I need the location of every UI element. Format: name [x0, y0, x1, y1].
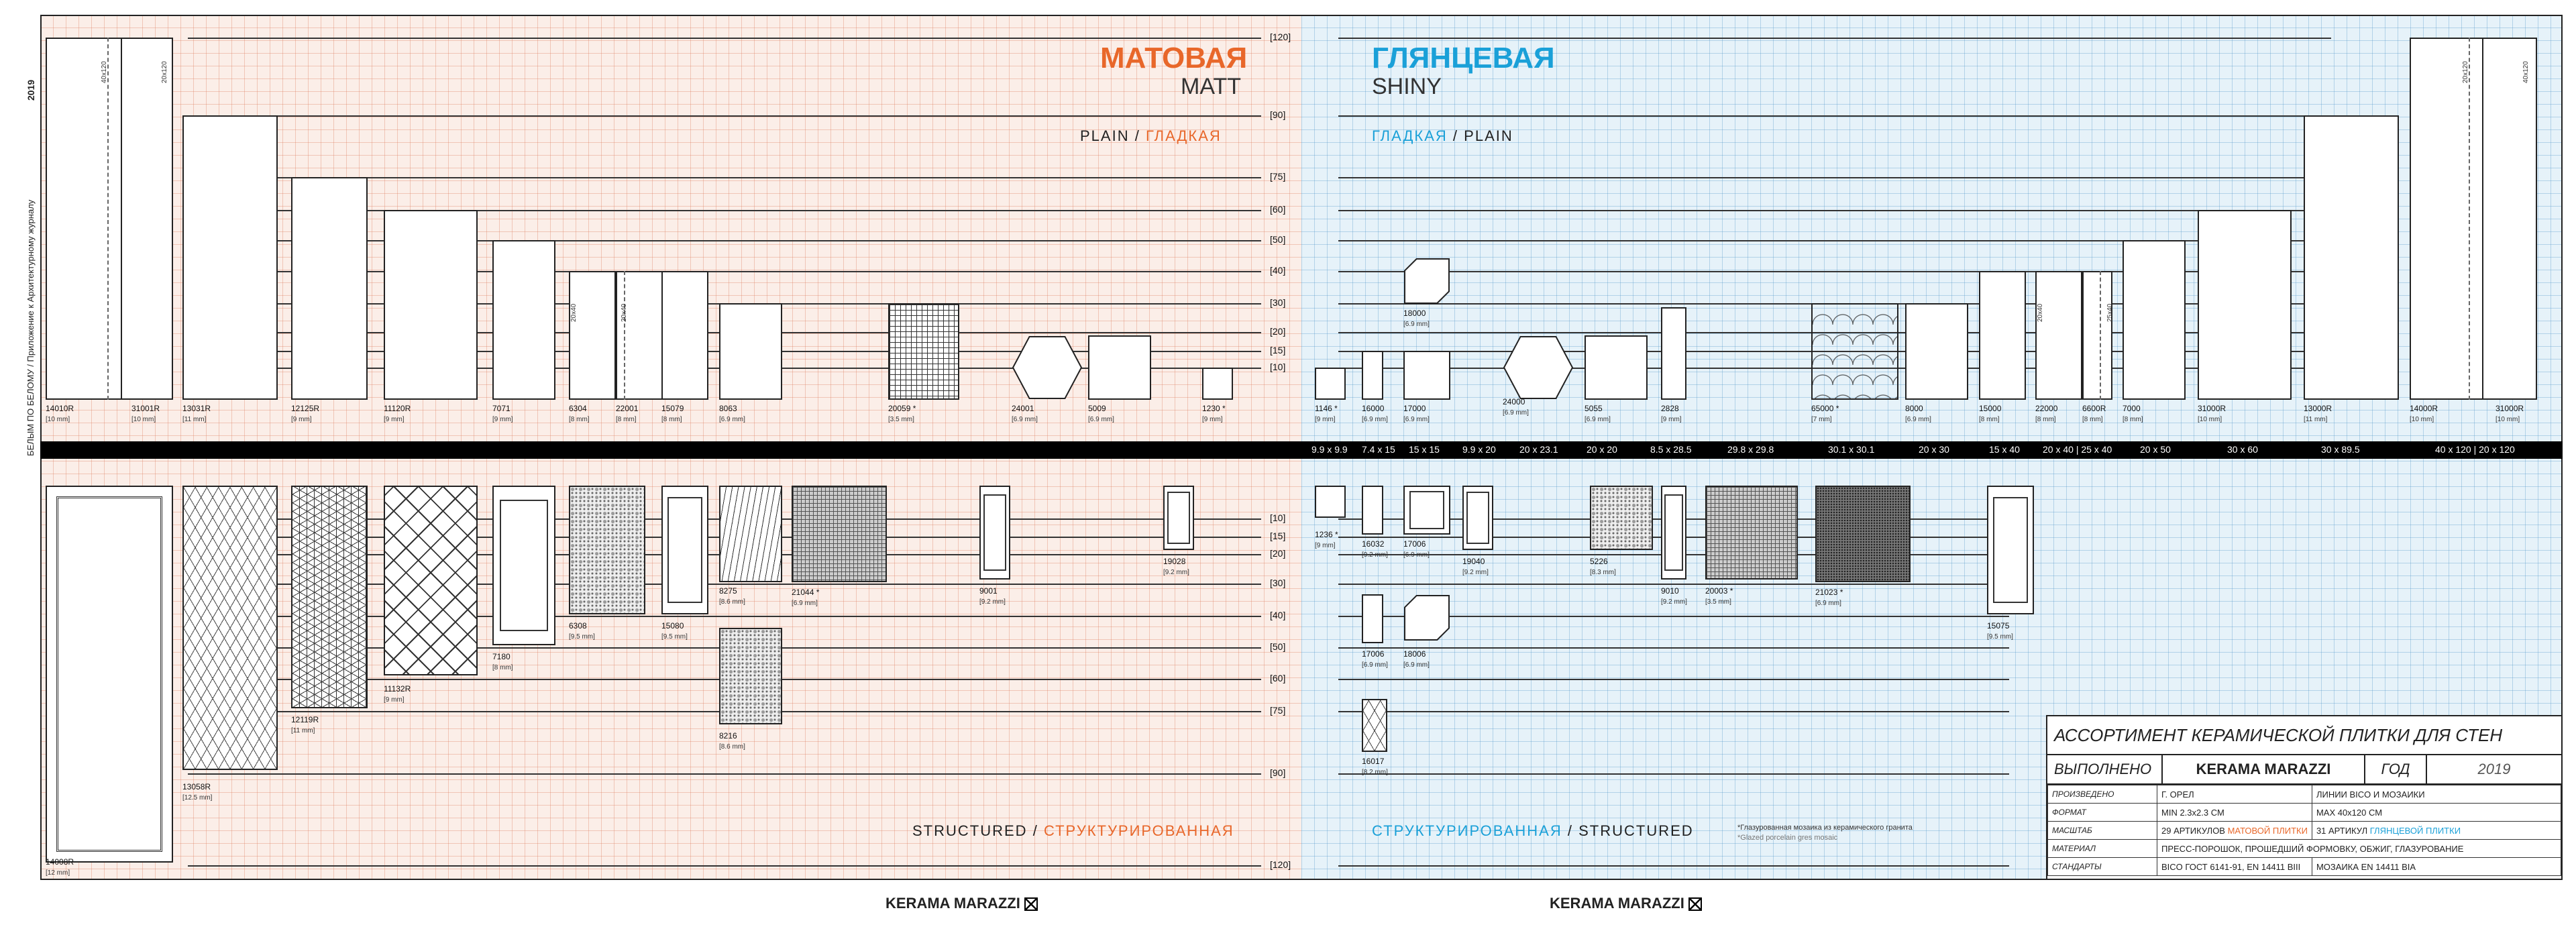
- level-label: [20]: [1270, 326, 1286, 337]
- tile-thickness: [9 mm]: [291, 416, 312, 423]
- shiny-title-en: SHINY: [1372, 74, 1442, 99]
- tile: [1403, 594, 1450, 641]
- size-label: 15 x 40: [1989, 444, 2020, 455]
- tile: [384, 210, 478, 400]
- tile-code: 5055: [1585, 404, 1603, 413]
- tile: [2482, 38, 2537, 400]
- tile-thickness: [6.9 mm]: [1362, 661, 1388, 669]
- tile-code: 16017: [1362, 757, 1385, 766]
- size-label: 30.1 x 30.1: [1828, 444, 1875, 455]
- size-label: 8.5 x 28.5: [1650, 444, 1692, 455]
- tile-thickness: [3.5 mm]: [1705, 598, 1731, 606]
- tile-code: 31000R: [2198, 404, 2226, 413]
- tile-thickness: [9 mm]: [1315, 542, 1336, 549]
- level-label: [30]: [1270, 578, 1286, 588]
- size-label: 30 x 60: [2227, 444, 2258, 455]
- tile: [1811, 303, 1898, 400]
- tile-code: 17006: [1403, 539, 1426, 549]
- tile: [1088, 335, 1151, 400]
- spec-row: ФОРМАТ MIN 2.3x2.3 СМ MAX 40x120 СМ: [2048, 804, 2561, 822]
- level-label: [60]: [1270, 204, 1286, 215]
- tile-code: 22001: [616, 404, 639, 413]
- tile-thickness: [9 mm]: [384, 416, 405, 423]
- tile-dimension-label: 40x120: [2522, 61, 2530, 83]
- level-label: [75]: [1270, 705, 1286, 716]
- tile-code: 7180: [492, 652, 511, 661]
- tile-code: 20003 *: [1705, 586, 1733, 596]
- tile-thickness: [8 mm]: [661, 416, 682, 423]
- tile-code: 5226: [1590, 557, 1608, 566]
- tile-thickness: [10 mm]: [2496, 416, 2520, 423]
- level-line: [1338, 115, 2331, 117]
- title-block: [2046, 715, 2563, 880]
- title-block-heading: АССОРТИМЕНТ КЕРАМИЧЕСКОЙ ПЛИТКИ ДЛЯ СТЕН: [2047, 716, 2561, 755]
- level-label: [120]: [1270, 859, 1291, 870]
- tile-thickness: [10 mm]: [131, 416, 156, 423]
- level-line: [1338, 647, 2009, 649]
- footnote-en: *Glazed porcelain gres mosaic: [1737, 834, 1838, 842]
- tile: [569, 271, 616, 400]
- tile: [792, 486, 887, 582]
- tile-thickness: [6.9 mm]: [1403, 321, 1430, 328]
- level-line: [1338, 38, 2331, 39]
- tile-dimension-label: 20x40: [570, 303, 578, 322]
- spec-row: МАСШТАБ 29 АРТИКУЛОВ МАТОВОЙ ПЛИТКИ 31 АРТИКУЛ ГЛЯНЦЕВОЙ ПЛИТКИ: [2048, 822, 2561, 840]
- shiny-plain-label: ГЛАДКАЯ / PLAIN: [1372, 127, 1513, 144]
- level-label: [40]: [1270, 610, 1286, 620]
- tile: [291, 177, 368, 400]
- tile: [1362, 699, 1387, 752]
- matt-plain-label: PLAIN / ГЛАДКАЯ: [1080, 127, 1222, 144]
- tile-dimension-label: 25x40: [2106, 303, 2114, 322]
- size-label: 7.4 x 15: [1362, 444, 1395, 455]
- dimension-line: [2469, 38, 2470, 400]
- tile-code: 22000: [2035, 404, 2058, 413]
- tile-code: 1236 *: [1315, 530, 1338, 539]
- tile-thickness: [9.5 mm]: [661, 633, 688, 641]
- tile-thickness: [9 mm]: [492, 416, 513, 423]
- tile-dimension-label: 20x40: [621, 303, 628, 322]
- tile-code: 20059 *: [888, 404, 916, 413]
- matt-title-ru: МАТОВАЯ: [1100, 42, 1248, 74]
- tile: [1362, 351, 1383, 400]
- tile-code: 9010: [1661, 586, 1679, 596]
- tile: [2198, 210, 2292, 400]
- tile: [2035, 271, 2082, 400]
- tile-code: 16000: [1362, 404, 1385, 413]
- size-label: 20 x 30: [1919, 444, 1949, 455]
- level-line: [1338, 773, 2009, 775]
- dimension-line: [624, 271, 625, 400]
- tile-code: 15079: [661, 404, 684, 413]
- tile-code: 1146 *: [1315, 404, 1338, 413]
- tile-thickness: [12 mm]: [46, 869, 70, 877]
- size-label: 20 x 40 | 25 x 40: [2043, 444, 2112, 455]
- level-line: [1338, 711, 2009, 712]
- tile-thickness: [8.2 mm]: [1362, 769, 1388, 776]
- tile: [1403, 486, 1450, 535]
- level-label: [90]: [1270, 109, 1286, 120]
- tile: [719, 628, 782, 724]
- tile-thickness: [8 mm]: [2082, 416, 2103, 423]
- tile-code: 21023 *: [1815, 588, 1843, 597]
- level-label: [10]: [1270, 512, 1286, 523]
- brand-logo-left: KERAMA MARAZZI: [885, 895, 1038, 912]
- tile-code: 11132R: [384, 684, 411, 694]
- level-line: [1338, 679, 2009, 680]
- tile-thickness: [8 mm]: [616, 416, 637, 423]
- tile-code: 6600R: [2082, 404, 2106, 413]
- tile: [719, 486, 782, 582]
- tile-code: 8000: [1905, 404, 1923, 413]
- level-label: [40]: [1270, 265, 1286, 276]
- tile-code: 19028: [1163, 557, 1186, 566]
- tile-code: 5009: [1088, 404, 1106, 413]
- tile: [1315, 486, 1346, 518]
- tile: [1661, 307, 1686, 400]
- level-label: [20]: [1270, 548, 1286, 559]
- tile-dimension-label: 40x120: [101, 61, 108, 83]
- brand-mark-icon: [1024, 897, 1038, 911]
- tile-thickness: [8.6 mm]: [719, 598, 745, 606]
- tile-thickness: [6.9 mm]: [1362, 416, 1388, 423]
- shiny-title-ru: ГЛЯНЦЕВАЯ: [1372, 42, 1555, 74]
- tile-code: 13031R: [182, 404, 211, 413]
- tile-thickness: [9.2 mm]: [1462, 569, 1489, 576]
- tile-thickness: [8.6 mm]: [719, 743, 745, 751]
- tile-thickness: [8 mm]: [2123, 416, 2143, 423]
- level-line: [188, 773, 1261, 775]
- level-label: [120]: [1270, 32, 1291, 42]
- tile: [1585, 335, 1648, 400]
- level-label: [60]: [1270, 673, 1286, 683]
- tile: [291, 486, 368, 708]
- tile-thickness: [6.9 mm]: [719, 416, 745, 423]
- spec-row: МАТЕРИАЛ ПРЕСС-ПОРОШОК, ПРОШЕДШИЙ ФОРМОВКУ, ОБЖИГ, ГЛАЗУРОВАНИЕ: [2048, 840, 2561, 858]
- level-label: [90]: [1270, 767, 1286, 778]
- spec-row: ПРОИЗВЕДЕНО Г. ОРЕЛ ЛИНИИ BICO И МОЗАИКИ: [2048, 785, 2561, 804]
- tile-code: 12125R: [291, 404, 320, 413]
- tile-thickness: [8 mm]: [1979, 416, 2000, 423]
- tile-code: 18000: [1403, 309, 1426, 318]
- tile: [661, 271, 708, 400]
- tile-code: 17000: [1403, 404, 1426, 413]
- size-label: 30 x 89.5: [2321, 444, 2360, 455]
- level-line: [188, 38, 1261, 39]
- side-caption: БЕЛЫМ ПО БЕЛОМУ / Приложение к Архитектурному журналу: [25, 199, 36, 456]
- tile-thickness: [11 mm]: [291, 727, 315, 734]
- tile-thickness: [6.9 mm]: [1585, 416, 1611, 423]
- level-line: [1338, 210, 2331, 211]
- tile: [384, 486, 478, 675]
- tile-code: 31000R: [2496, 404, 2524, 413]
- tile-thickness: [8 mm]: [569, 416, 590, 423]
- tile-thickness: [9 mm]: [1315, 416, 1336, 423]
- tile: [1403, 351, 1450, 400]
- tile-code: 14000R: [2410, 404, 2438, 413]
- tile: [121, 38, 173, 400]
- tile-code: 13058R: [182, 782, 211, 791]
- tile-code: 17006: [1362, 649, 1385, 659]
- level-line: [188, 865, 1261, 867]
- tile-code: 19040: [1462, 557, 1485, 566]
- tile-thickness: [11 mm]: [2304, 416, 2328, 423]
- tile: [719, 303, 782, 400]
- tile-code: 9001: [979, 586, 998, 596]
- tile-thickness: [6.9 mm]: [1012, 416, 1038, 423]
- tile: [182, 486, 278, 770]
- tile: [661, 486, 708, 614]
- tile-code: 2828: [1661, 404, 1679, 413]
- tile-thickness: [9 mm]: [1202, 416, 1223, 423]
- title-block-spec-table: [2047, 785, 2561, 876]
- tile: [46, 486, 173, 863]
- tile-thickness: [6.9 mm]: [1905, 416, 1931, 423]
- tile-code: 65000 *: [1811, 404, 1839, 413]
- tile-code: 15000: [1979, 404, 2002, 413]
- level-label: [15]: [1270, 531, 1286, 541]
- matt-structured-label: STRUCTURED / СТРУКТУРИРОВАННАЯ: [912, 822, 1234, 839]
- level-line: [188, 115, 1261, 117]
- tile-code: 15075: [1987, 621, 2010, 630]
- level-line: [1338, 584, 2009, 585]
- tile-dimension-label: 20x120: [161, 61, 168, 83]
- level-line: [1338, 865, 2009, 867]
- tile: [1362, 594, 1383, 643]
- tile-code: 31001R: [131, 404, 160, 413]
- tile-code: 8275: [719, 586, 737, 596]
- dimension-line: [107, 38, 109, 400]
- tile-code: 14010R: [46, 404, 74, 413]
- tile-thickness: [6.9 mm]: [1403, 551, 1430, 559]
- tile-code: 8216: [719, 731, 737, 740]
- tile-thickness: [8.3 mm]: [1590, 569, 1616, 576]
- tile: [2123, 240, 2186, 400]
- tile: [1403, 258, 1450, 305]
- tile: [1661, 486, 1686, 580]
- tile: [1315, 368, 1346, 400]
- tile: [616, 271, 663, 400]
- size-label: 9.9 x 9.9: [1311, 444, 1348, 455]
- tile-thickness: [9.2 mm]: [979, 598, 1006, 606]
- tile-thickness: [9.2 mm]: [1362, 551, 1388, 559]
- tile-thickness: [9 mm]: [1661, 416, 1682, 423]
- tile: [182, 115, 278, 400]
- tile: [1462, 486, 1493, 550]
- level-line: [1338, 177, 2331, 178]
- level-label: [15]: [1270, 345, 1286, 355]
- tile-thickness: [9.2 mm]: [1661, 598, 1687, 606]
- title-block-done-row: ВЫПОЛНЕНО KERAMA MARAZZI ГОД 2019: [2047, 755, 2561, 785]
- tile: [569, 486, 645, 614]
- size-label: 20 x 20: [1587, 444, 1617, 455]
- tile: [2304, 115, 2399, 400]
- size-band: [40, 441, 2563, 459]
- tile-code: 21044 *: [792, 588, 820, 597]
- tile-thickness: [9.5 mm]: [1987, 633, 2013, 641]
- tile: [2082, 271, 2112, 400]
- tile-code: 15080: [661, 621, 684, 630]
- matt-title-en: MATT: [1181, 74, 1242, 99]
- brand-logo-right: KERAMA MARAZZI: [1550, 895, 1702, 912]
- tile-thickness: [6.9 mm]: [1503, 409, 1529, 417]
- tile: [1905, 303, 1968, 400]
- tile-thickness: [10 mm]: [2198, 416, 2222, 423]
- tile-code: 6304: [569, 404, 587, 413]
- tile-thickness: [10 mm]: [2410, 416, 2434, 423]
- shiny-structured-label: СТРУКТУРИРОВАННАЯ / STRUCTURED: [1372, 822, 1694, 839]
- tile-thickness: [7 mm]: [1811, 416, 1832, 423]
- tile-thickness: [8 mm]: [2035, 416, 2056, 423]
- tile: [1987, 486, 2034, 614]
- tile-code: 7071: [492, 404, 511, 413]
- tile-thickness: [9.5 mm]: [569, 633, 595, 641]
- tile-thickness: [11 mm]: [182, 416, 207, 423]
- tile: [1163, 486, 1194, 550]
- tile: [1705, 486, 1798, 580]
- tile: [979, 486, 1010, 580]
- tile-thickness: [6.9 mm]: [1815, 600, 1841, 607]
- side-year: 2019: [25, 79, 36, 101]
- tile-thickness: [6.9 mm]: [1403, 661, 1430, 669]
- dimension-line: [2100, 271, 2101, 400]
- tile-thickness: [6.9 mm]: [792, 600, 818, 607]
- tile: [1202, 368, 1233, 400]
- tile-dimension-label: 20x40: [2037, 303, 2044, 322]
- tile-code: 6308: [569, 621, 587, 630]
- tile-thickness: [6.9 mm]: [1403, 416, 1430, 423]
- tile-code: 11120R: [384, 404, 411, 413]
- tile-thickness: [9 mm]: [384, 696, 405, 704]
- tile-code: 8063: [719, 404, 737, 413]
- level-label: [10]: [1270, 362, 1286, 372]
- tile: [1979, 271, 2026, 400]
- level-label: [50]: [1270, 641, 1286, 652]
- tile: [1012, 335, 1083, 400]
- level-label: [30]: [1270, 297, 1286, 308]
- spec-row: СТАНДАРТЫ BICO ГОСТ 6141-91, EN 14411 BIII МОЗАИКА EN 14411 BIA: [2048, 858, 2561, 876]
- tile-code: 12119R: [291, 715, 319, 724]
- tile-code: 7000: [2123, 404, 2141, 413]
- tile: [1590, 486, 1653, 550]
- tile: [888, 303, 959, 400]
- tile-thickness: [9.2 mm]: [1163, 569, 1189, 576]
- tile-code: 18006: [1403, 649, 1426, 659]
- tile-code: 16032: [1362, 539, 1385, 549]
- tile-thickness: [12.5 mm]: [182, 794, 213, 802]
- tile-thickness: [10 mm]: [46, 416, 70, 423]
- tile-code: 1230 *: [1202, 404, 1226, 413]
- tile-code: 13000R: [2304, 404, 2332, 413]
- tile: [492, 240, 555, 400]
- size-label: 20 x 23.1: [1519, 444, 1558, 455]
- footnote-ru: *Глазурованная мозаика из керамического гранита: [1737, 824, 1913, 832]
- brand-mark-icon: [1688, 897, 1702, 911]
- tile: [1503, 335, 1574, 400]
- tile-thickness: [6.9 mm]: [1088, 416, 1114, 423]
- size-label: 40 x 120 | 20 x 120: [2435, 444, 2515, 455]
- tile: [1362, 486, 1383, 535]
- tile: [492, 486, 555, 645]
- tile-code: 24001: [1012, 404, 1034, 413]
- level-label: [50]: [1270, 234, 1286, 245]
- tile-code: 24000: [1503, 397, 1525, 406]
- size-label: 29.8 x 29.8: [1727, 444, 1774, 455]
- tile-thickness: [3.5 mm]: [888, 416, 914, 423]
- tile-thickness: [8 mm]: [492, 664, 513, 671]
- size-label: 15 x 15: [1409, 444, 1440, 455]
- size-label: 20 x 50: [2140, 444, 2171, 455]
- tile: [1815, 486, 1911, 582]
- level-label: [75]: [1270, 171, 1286, 182]
- tile-dimension-label: 20x120: [2462, 61, 2469, 83]
- size-label: 9.9 x 20: [1462, 444, 1496, 455]
- tile-code: 14008R: [46, 857, 74, 867]
